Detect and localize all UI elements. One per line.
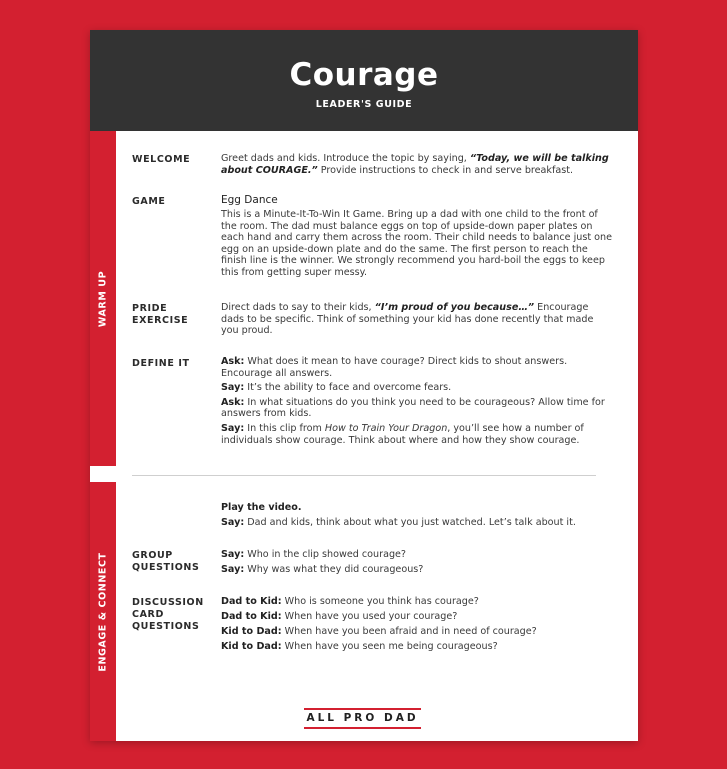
pride-quote: “I’m proud of you because…” bbox=[374, 302, 535, 313]
pride-label-line: EXERCISE bbox=[132, 315, 189, 326]
pride-text bbox=[221, 302, 613, 337]
page-title: Courage bbox=[289, 57, 439, 93]
engage-connect-sidebar bbox=[90, 482, 116, 741]
section-divider bbox=[132, 475, 596, 476]
group-key: Say: bbox=[221, 563, 245, 575]
group-key: Say: bbox=[221, 549, 245, 560]
all-pro-dad-logo bbox=[304, 708, 421, 729]
warm-up-label: WARM UP bbox=[97, 270, 109, 327]
discussion-value: Who is someone you think has courage? bbox=[281, 596, 479, 607]
warm-up-sidebar bbox=[90, 131, 116, 466]
game-title: Egg Dance bbox=[221, 194, 278, 206]
discussion-label-line: CARD bbox=[132, 609, 164, 620]
define-key: Say: bbox=[221, 422, 245, 434]
group-questions-text bbox=[221, 549, 613, 575]
define-it-label: DEFINE IT bbox=[132, 358, 190, 369]
welcome-text-part: Provide instructions to check in and serve breakfast. bbox=[317, 164, 574, 176]
group-line bbox=[221, 564, 613, 576]
define-line bbox=[221, 423, 613, 446]
welcome-label: WELCOME bbox=[132, 154, 191, 165]
leaders-guide-page bbox=[90, 30, 638, 741]
define-line bbox=[221, 397, 613, 420]
discussion-line bbox=[221, 611, 613, 623]
game-label: GAME bbox=[132, 196, 166, 207]
discussion-key: Dad to Kid: bbox=[221, 611, 282, 623]
discussion-line bbox=[221, 596, 613, 608]
discussion-line bbox=[221, 641, 613, 653]
define-key: Ask: bbox=[221, 396, 245, 408]
discussion-label-line: DISCUSSION bbox=[132, 597, 204, 608]
group-questions-label bbox=[132, 550, 212, 574]
define-line bbox=[221, 356, 613, 379]
define-key: Say: bbox=[221, 382, 245, 394]
discussion-key: Kid to Dad: bbox=[221, 641, 282, 653]
define-value: In this clip from bbox=[244, 422, 325, 434]
pride-text-part: Encourage dads to be specific. Think of something your kid has done recently that made you proud. bbox=[221, 302, 594, 337]
logo-rule bbox=[304, 727, 421, 729]
page-subtitle: LEADER'S GUIDE bbox=[315, 99, 413, 110]
welcome-quote: “Today, we will be talking about COURAGE.” bbox=[221, 153, 609, 176]
pride-text-part: Direct dads to say to their kids, bbox=[221, 302, 375, 313]
video-value: Dad and kids, think about what you just watched. Let’s talk about it. bbox=[244, 516, 576, 528]
welcome-text-part: Greet dads and kids. Introduce the topic by saying, bbox=[221, 153, 470, 164]
discussion-value: When have you used your courage? bbox=[281, 611, 458, 623]
video-line bbox=[221, 517, 613, 529]
pride-exercise-label bbox=[132, 303, 212, 327]
define-it-text bbox=[221, 356, 613, 446]
pride-label-line: PRIDE bbox=[132, 303, 168, 314]
define-key: Ask: bbox=[221, 356, 245, 367]
discussion-key: Kid to Dad: bbox=[221, 626, 282, 638]
define-line bbox=[221, 382, 613, 394]
discussion-value: When have you been afraid and in need of courage? bbox=[281, 626, 537, 638]
define-value: It’s the ability to face and overcome fears. bbox=[244, 382, 452, 394]
discussion-value: When have you seen me being courageous? bbox=[281, 641, 498, 653]
group-label-line: GROUP bbox=[132, 550, 173, 561]
video-key: Say: bbox=[221, 516, 245, 528]
discussion-key: Dad to Kid: bbox=[221, 596, 282, 607]
group-line bbox=[221, 549, 613, 561]
define-value: What does it mean to have courage? Direct kids to shout answers. Encourage all answers. bbox=[221, 356, 568, 379]
group-label-line: QUESTIONS bbox=[132, 562, 200, 573]
discussion-line bbox=[221, 626, 613, 638]
play-video-title: Play the video. bbox=[221, 502, 302, 513]
discussion-card-label bbox=[132, 597, 212, 633]
group-value: Who in the clip showed courage? bbox=[244, 549, 407, 560]
discussion-text bbox=[221, 596, 613, 653]
define-value: In what situations do you think you need to be courageous? Allow time for answers from kids. bbox=[221, 396, 605, 420]
welcome-text bbox=[221, 153, 613, 176]
movie-title: How to Train Your Dragon bbox=[324, 422, 448, 434]
play-video-block bbox=[221, 502, 613, 528]
define-value: , you’ll see how a number of individuals show courage. Think about where and how they show courage. bbox=[221, 422, 584, 446]
discussion-label-line: QUESTIONS bbox=[132, 621, 200, 632]
game-text: This is a Minute-It-To-Win It Game. Bring up a dad with one child to the front of the room. The dad must balance eggs on top of upside-down paper plates on each hand and carry them across the room. Their child needs to balance just one egg on an upside-down plate and do the same. The first person to reach the finish line is the winner. We strongly recommend you hard-boil the eggs to keep this from getting super messy. bbox=[221, 209, 612, 278]
group-value: Why was what they did courageous? bbox=[244, 563, 424, 575]
engage-connect-label: ENGAGE & CONNECT bbox=[97, 551, 109, 672]
page-header bbox=[90, 30, 638, 131]
logo-text: ALL PRO DAD bbox=[306, 712, 419, 724]
